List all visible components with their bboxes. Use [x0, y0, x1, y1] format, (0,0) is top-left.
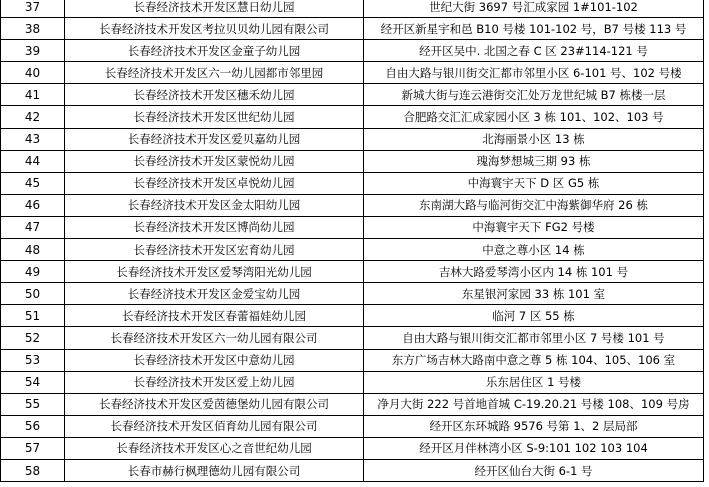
table-edge-cell [704, 459, 709, 481]
table-edge-cell [704, 415, 709, 437]
table-row [1, 459, 709, 481]
row-number: 43 [1, 128, 65, 150]
row-number: 52 [1, 327, 65, 349]
table-edge-cell [704, 150, 709, 172]
table-edge-cell [704, 40, 709, 62]
kindergarten-address: 自由大路与银川街交汇都市邻里小区 7 号楼 101 号 [364, 327, 704, 349]
table-edge-cell [704, 393, 709, 415]
kindergarten-address: 经开区新星宇和邑 B10 号楼 101-102 号，B7 号楼 113 号 [364, 18, 704, 40]
table-edge-cell [704, 128, 709, 150]
kindergarten-address: 净月大街 222 号首地首城 C-19.20.21 号楼 108、109 号房 [364, 393, 704, 415]
table-row [1, 18, 709, 40]
table-row [1, 283, 709, 305]
kindergarten-address: 新城大街与连云港街交汇处万龙世纪城 B7 栋楼一层 [364, 84, 704, 106]
row-number: 40 [1, 62, 65, 84]
row-number: 38 [1, 18, 65, 40]
table-edge-cell [704, 349, 709, 371]
kindergarten-address: 中意之尊小区 14 栋 [364, 239, 704, 261]
kindergarten-address: 经开区东环城路 9576 号第 1、2 层局部 [364, 415, 704, 437]
row-number: 49 [1, 261, 65, 283]
kindergarten-address: 东星银河家园 33 栋 101 室 [364, 283, 704, 305]
kindergarten-name: 长春经济技术开发区爱茵德堡幼儿园有限公司 [65, 393, 364, 415]
table-edge-cell [704, 305, 709, 327]
kindergarten-address: 合肥路交汇汇成家园小区 3 栋 101、102、103 号 [364, 106, 704, 128]
table-row [1, 0, 709, 18]
kindergarten-name: 长春经济技术开发区心之音世纪幼儿园 [65, 437, 364, 459]
kindergarten-name: 长春经济技术开发区爱贝嘉幼儿园 [65, 128, 364, 150]
table-row [1, 239, 709, 261]
row-number: 37 [1, 0, 65, 18]
kindergarten-address: 东方广场吉林大路南中意之尊 5 栋 104、105、106 室 [364, 349, 704, 371]
kindergarten-name: 长春经济技术开发区宏育幼儿园 [65, 239, 364, 261]
kindergarten-name: 长春经济技术开发区金童子幼儿园 [65, 40, 364, 62]
kindergarten-name: 长春经济技术开发区中意幼儿园 [65, 349, 364, 371]
kindergarten-name: 长春经济技术开发区爱上幼儿园 [65, 371, 364, 393]
row-number: 56 [1, 415, 65, 437]
table-edge-cell [704, 283, 709, 305]
table-edge-cell [704, 84, 709, 106]
kindergarten-name: 长春经济技术开发区金爱宝幼儿园 [65, 283, 364, 305]
kindergarten-address: 临河 7 区 55 栋 [364, 305, 704, 327]
table-row [1, 150, 709, 172]
table-edge-cell [704, 371, 709, 393]
row-number: 57 [1, 437, 65, 459]
row-number: 46 [1, 194, 65, 216]
kindergarten-name: 长春经济技术开发区考拉贝贝幼儿园有限公司 [65, 18, 364, 40]
table-edge-cell [704, 106, 709, 128]
kindergarten-name: 长春经济技术开发区博尚幼儿园 [65, 216, 364, 238]
kindergarten-name: 长春经济技术开发区金太阳幼儿园 [65, 194, 364, 216]
row-number: 39 [1, 40, 65, 62]
table-row [1, 106, 709, 128]
kindergarten-name: 长春经济技术开发区爱琴湾阳光幼儿园 [65, 261, 364, 283]
row-number: 44 [1, 150, 65, 172]
table-edge-cell [704, 62, 709, 84]
table-edge-cell [704, 194, 709, 216]
row-number: 53 [1, 349, 65, 371]
table-row [1, 327, 709, 349]
kindergarten-name: 长春经济技术开发区穗禾幼儿园 [65, 84, 364, 106]
row-number: 42 [1, 106, 65, 128]
kindergarten-address: 自由大路与银川街交汇都市邻里小区 6-101 号、102 号楼 [364, 62, 704, 84]
table-edge-cell [704, 327, 709, 349]
kindergarten-address: 东南湖大路与临河街交汇中海紫御华府 26 栋 [364, 194, 704, 216]
table-row [1, 393, 709, 415]
kindergarten-address: 中海寰宇天下 FG2 号楼 [364, 216, 704, 238]
table-edge-cell [704, 18, 709, 40]
table-row [1, 437, 709, 459]
row-number: 50 [1, 283, 65, 305]
row-number: 58 [1, 459, 65, 481]
table-edge-cell [704, 239, 709, 261]
table-edge-cell [704, 216, 709, 238]
table-row [1, 305, 709, 327]
row-number: 45 [1, 172, 65, 194]
table-row [1, 261, 709, 283]
kindergarten-name: 长春经济技术开发区世纪幼儿园 [65, 106, 364, 128]
table-row [1, 40, 709, 62]
kindergarten-address: 经开区月伴林湾小区 S-9:101 102 103 104 [364, 437, 704, 459]
row-number: 51 [1, 305, 65, 327]
kindergarten-name: 长春经济技术开发区六一幼儿园有限公司 [65, 327, 364, 349]
table-row [1, 371, 709, 393]
kindergarten-address: 经开区吴中. 北国之春 C 区 23#114-121 号 [364, 40, 704, 62]
table-edge-cell [704, 172, 709, 194]
kindergarten-address: 中海寰宇天下 D 区 G5 栋 [364, 172, 704, 194]
table-row [1, 172, 709, 194]
table-row [1, 62, 709, 84]
table-row [1, 349, 709, 371]
kindergarten-name: 长春经济技术开发区卓悦幼儿园 [65, 172, 364, 194]
kindergarten-address: 世纪大街 3697 号汇成家园 1#101-102 [364, 0, 704, 18]
table-edge-cell [704, 261, 709, 283]
table-row [1, 84, 709, 106]
kindergarten-address: 经开区仙台大街 6-1 号 [364, 459, 704, 481]
table-edge-cell [704, 0, 709, 18]
kindergarten-name: 长春经济技术开发区蒙悦幼儿园 [65, 150, 364, 172]
table-row [1, 128, 709, 150]
table-row [1, 194, 709, 216]
table-edge-cell [704, 437, 709, 459]
row-number: 47 [1, 216, 65, 238]
kindergarten-name: 长春市赫行枫理德幼儿园有限公司 [65, 459, 364, 481]
kindergarten-name: 长春经济技术开发区佰育幼儿园有限公司 [65, 415, 364, 437]
table-row [1, 216, 709, 238]
kindergarten-address: 吉林大路爱琴湾小区内 14 栋 101 号 [364, 261, 704, 283]
kindergarten-name: 长春经济技术开发区春蕾福娃幼儿园 [65, 305, 364, 327]
kindergarten-name: 长春经济技术开发区慧日幼儿园 [65, 0, 364, 18]
row-number: 54 [1, 371, 65, 393]
kindergarten-address: 瑰海梦想城三期 93 栋 [364, 150, 704, 172]
row-number: 55 [1, 393, 65, 415]
table-row [1, 415, 709, 437]
kindergarten-address: 北海丽景小区 13 栋 [364, 128, 704, 150]
row-number: 48 [1, 239, 65, 261]
kindergarten-name: 长春经济技术开发区六一幼儿园都市邻里园 [65, 62, 364, 84]
kindergarten-address: 乐东居住区 1 号楼 [364, 371, 704, 393]
row-number: 41 [1, 84, 65, 106]
